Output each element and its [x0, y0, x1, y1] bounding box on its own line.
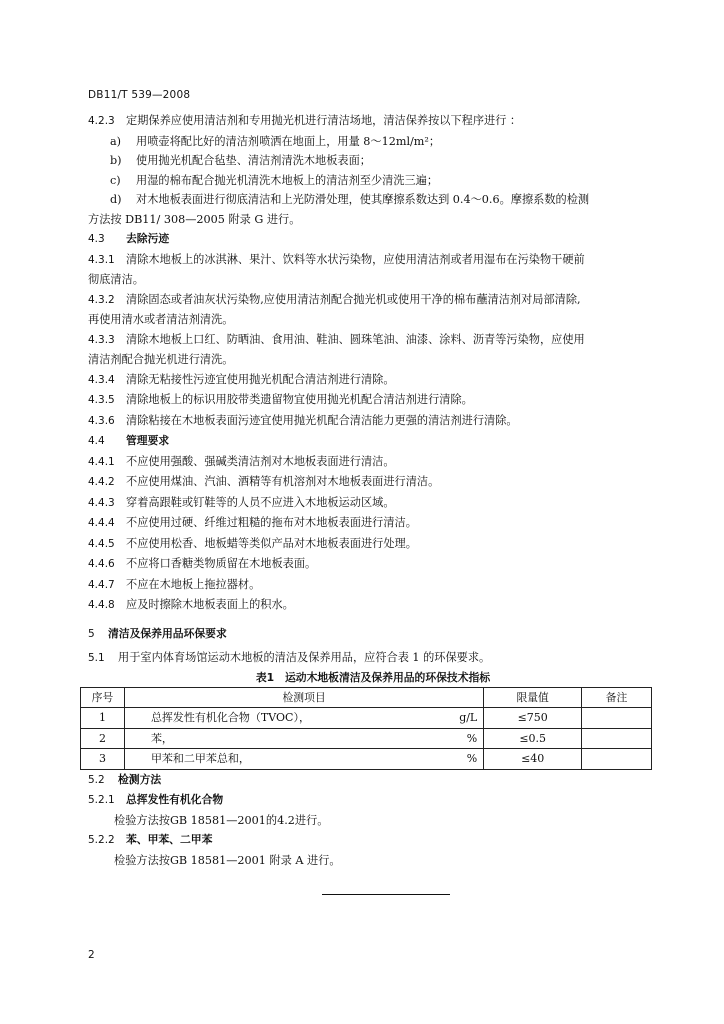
row-item: 苯，: [150, 731, 173, 745]
section-title: 去除污迹: [126, 232, 170, 245]
section-heading-4-3: [88, 229, 658, 250]
table-row: [81, 728, 652, 749]
spacer: [88, 616, 658, 624]
section-number: 4.4: [88, 435, 105, 447]
list-item-a: [88, 132, 658, 152]
clause-5-1: [88, 648, 658, 669]
list-item-d: [88, 190, 658, 210]
section-heading-5-2-2: [88, 830, 658, 851]
clause-text: 不应使用过硬、纤维过粗糙的拖布对木地板表面进行清洁。: [126, 516, 417, 529]
clause-4-4-2: [88, 472, 658, 493]
clause-4-3-5: [88, 390, 658, 411]
clause-number: 4.3.1: [88, 253, 115, 266]
clause-text: 清除无粘接性污迹宜使用抛光机配合清洁剂进行清除。: [126, 372, 395, 386]
clause-number: 4.4.4: [88, 517, 115, 529]
row-number: 1: [81, 708, 125, 729]
clause-text: 定期保养应使用清洁剂和专用抛光机进行清洁场地，清洁保养按以下程序进行 ：: [126, 114, 522, 127]
clause-number: 4.4.3: [88, 496, 115, 509]
list-item-b: [88, 151, 658, 171]
list-label: d): [110, 193, 122, 206]
row-limit: ≤0.5: [484, 728, 582, 749]
clause-4-4-5: [88, 534, 658, 555]
section-number: 5.2: [88, 773, 105, 786]
clause-number: 4.4.1: [88, 455, 115, 468]
clause-text: 用于室内体育场馆运动木地板的清洁及保养用品，应符合表 1 的环保要求。: [118, 651, 491, 664]
list-text: 用喷壶将配比好的清洁剂喷洒在地面上，用量 8～12ml/m²；: [136, 134, 441, 148]
clause-number: 4.4.8: [88, 599, 115, 611]
section-title: 管理要求: [126, 434, 170, 447]
row-item: 甲苯和二甲苯总和，: [150, 752, 250, 765]
table-row: [81, 749, 652, 770]
clause-number: 4.4.5: [88, 537, 115, 550]
clause-number: 4.2.3: [88, 115, 115, 127]
clause-text: 穿着高跟鞋或钉鞋等的人员不应进入木地板运动区域。: [126, 495, 395, 509]
section-number: 5: [88, 627, 95, 640]
clause-text: 清除粘接在木地板表面污迹宜使用抛光机配合清洁能力更强的清洁剂进行清除。: [126, 413, 518, 427]
table-header-cell: 序号: [81, 687, 125, 708]
list-text: 用湿的棉布配合抛光机清洗木地板上的清洁剂至少清洗三遍；: [136, 173, 439, 187]
row-limit: ≤40: [484, 749, 582, 770]
section-number: 4.3: [88, 233, 105, 245]
clause-4-4-6: [88, 554, 658, 575]
clause-4-4-4: [88, 513, 658, 534]
clause-4-4-1: [88, 452, 658, 473]
document-code-header: DB11/T 539—2008: [88, 89, 191, 101]
list-item-c: [88, 171, 658, 191]
clause-4-3-4: [88, 370, 658, 391]
row-unit: g/L: [459, 711, 478, 724]
row-note: [582, 728, 652, 749]
clause-text: 不应使用松香、地板蜡等类似产品对木地板表面进行处理。: [126, 536, 417, 550]
clause-number: 4.4.7: [88, 578, 115, 591]
row-number: 3: [81, 749, 125, 770]
clause-4-3-6: [88, 411, 658, 432]
end-rule: [322, 894, 450, 895]
table-title: 表1 运动木地板清洁及保养用品的环保技术指标: [255, 670, 491, 684]
row-unit: %: [466, 752, 478, 765]
clause-4-3-1: [88, 250, 658, 271]
page-number: 2: [88, 949, 95, 961]
clause-text: 不应将口香糖类物质留在木地板表面。: [126, 557, 317, 570]
table-header-cell: 检测项目: [124, 687, 483, 708]
section-heading-5-2: [88, 770, 658, 791]
row-note: [582, 708, 652, 729]
clause-4-3-2: [88, 290, 658, 311]
list-label: b): [110, 154, 122, 167]
clause-4-3-1-continued: 彻底清洁。: [88, 273, 144, 286]
table-header-row: [81, 687, 652, 708]
section-title: 检测方法: [118, 772, 162, 786]
list-item-d-continued: 方法按 DB11/ 308—2005 附录 G 进行。: [88, 212, 301, 226]
clause-text: 清除固态或者油灰状污染物,应使用清洁剂配合抛光机或使用干净的棉布蘸清洁剂对局部清除,: [126, 292, 581, 306]
clause-number: 4.4.2: [88, 476, 115, 488]
row-item-cell: [124, 708, 483, 729]
clause-number: 4.3.5: [88, 394, 115, 406]
clause-number: 4.3.2: [88, 293, 115, 306]
clause-text: 清除地板上的标识用胶带类遗留物宜使用抛光机配合清洁剂进行清除。: [126, 393, 473, 406]
row-unit: %: [466, 731, 478, 745]
section-title: 苯、甲苯、二甲苯: [126, 833, 213, 846]
clause-text: 清除木地板上的冰淇淋、果汁、饮料等水状污染物，应使用清洁剂或者用湿布在污染物干硬前: [126, 252, 585, 266]
clause-4-3-3: [88, 330, 658, 351]
clause-4-3-2-continued: 再使用清水或者清洁剂清洗。: [88, 313, 234, 326]
environmental-spec-table: [80, 687, 652, 770]
clause-4-4-8: [88, 595, 658, 616]
list-label: a): [110, 134, 122, 148]
list-label: c): [110, 173, 121, 187]
row-number: 2: [81, 728, 125, 749]
row-item-cell: [124, 728, 483, 749]
section-heading-5-2-1: [88, 790, 658, 811]
document-body: [88, 111, 658, 870]
clause-text: 不应使用煤油、汽油、酒精等有机溶剂对木地板表面进行清洁。: [126, 475, 440, 488]
section-heading-5: [88, 624, 658, 645]
clause-text: 应及时擦除木地板表面上的积水。: [126, 598, 294, 611]
section-number: 5.2.1: [88, 794, 115, 806]
section-title: 清洁及保养用品环保要求: [108, 626, 227, 640]
table-header-cell: 备注: [582, 687, 652, 708]
clause-number: 4.3.3: [88, 333, 115, 346]
clause-text: 清除木地板上口红、防晒油、食用油、鞋油、圆珠笔油、油漆、涂料、沥青等污染物，应使用: [126, 332, 585, 346]
clause-number: 4.3.6: [88, 414, 115, 427]
method-5-2-2: 检验方法按GB 18581—2001 附录 A 进行。: [114, 853, 341, 867]
clause-text: 不应使用强酸、强碱类清洁剂对木地板表面进行清洁。: [126, 454, 395, 468]
clause-text: 不应在木地板上拖拉器材。: [126, 577, 261, 591]
clause-4-3-3-continued: 清洁剂配合抛光机进行清洗。: [88, 353, 234, 366]
clause-number: 4.4.6: [88, 558, 115, 570]
row-limit: ≤750: [484, 708, 582, 729]
clause-number: 4.3.4: [88, 373, 115, 386]
row-item-cell: [124, 749, 483, 770]
list-text: 对木地板表面进行彻底清洁和上光防滑处理，使其摩擦系数达到 0.4～0.6。摩擦系数的检测: [136, 193, 590, 206]
method-5-2-1: 检验方法按GB 18581—2001的4.2进行。: [114, 813, 329, 827]
table-row: [81, 708, 652, 729]
clause-4-4-3: [88, 493, 658, 514]
row-item: 总挥发性有机化合物（TVOC），: [150, 711, 310, 724]
table-header-cell: 限量值: [484, 687, 582, 708]
row-note: [582, 749, 652, 770]
list-text: 使用抛光机配合毡垫、清洁剂清洗木地板表面；: [136, 154, 371, 167]
clause-number: 5.1: [88, 652, 105, 664]
section-title: 总挥发性有机化合物: [126, 793, 224, 806]
section-number: 5.2.2: [88, 834, 115, 846]
section-heading-4-4: [88, 431, 658, 452]
clause-4-4-7: [88, 575, 658, 596]
clause-4-2-3: [88, 111, 658, 132]
